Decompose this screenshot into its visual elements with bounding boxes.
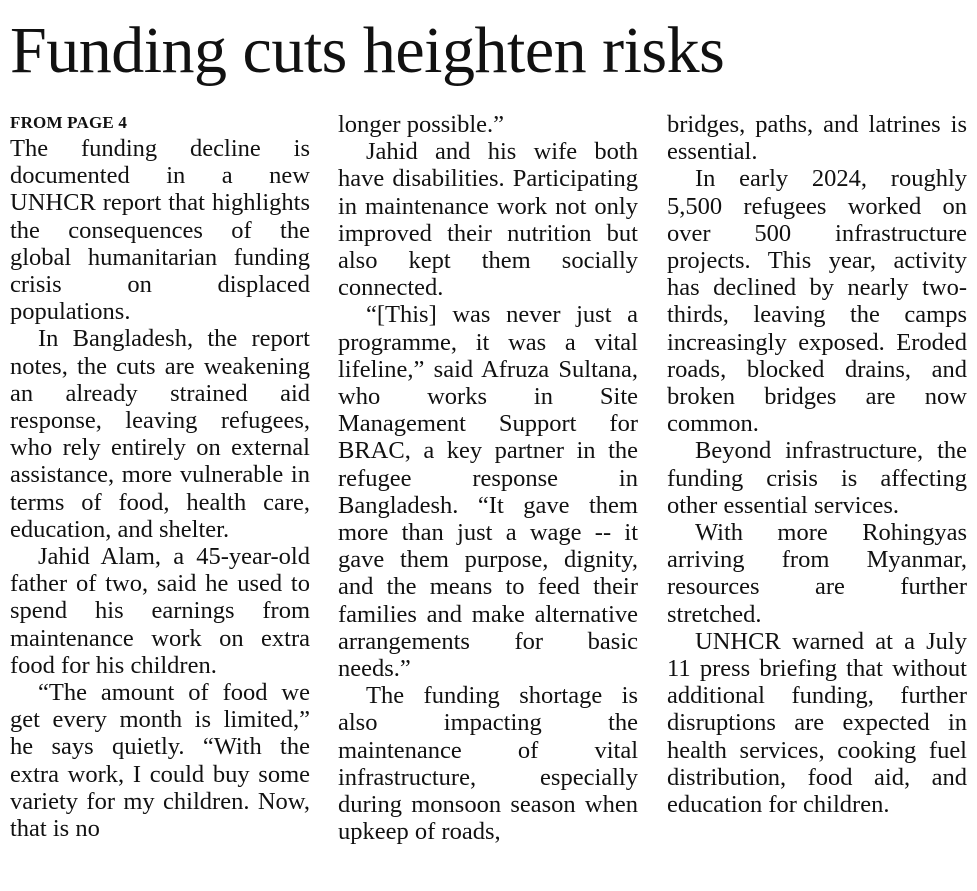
paragraph: The funding shortage is also impacting the maintenance of vital infrastructure, especially during monsoon season when upkeep of roads, <box>338 682 638 846</box>
paragraph: “The amount of food we get every month is limited,” he says quietly. “With the extra work, I could buy some variety for my children. Now, that is no <box>10 679 310 843</box>
headline: Funding cuts heighten risks <box>10 14 725 87</box>
paragraph: In early 2024, roughly 5,500 refugees worked on over 500 infrastructure projects. This year, activity has declined by nearly two-thirds, leaving the camps increasingly exposed. Eroded roads, blocked drains, and broken bridges are now common. <box>667 165 967 438</box>
paragraph: Jahid and his wife both have disabilities. Participating in maintenance work not only improved their nutrition but also kept them socially connected. <box>338 138 638 302</box>
paragraph: The funding decline is documented in a new UNHCR report that highlights the consequences of the global humanitarian funding crisis on displaced populations. <box>10 135 310 326</box>
continuation-kicker: FROM PAGE 4 <box>10 113 128 132</box>
paragraph: In Bangladesh, the report notes, the cuts are weakening an already strained aid response, leaving refugees, who rely entirely on external assistance, more vulnerable in terms of food, health care, education, and shelter. <box>10 325 310 543</box>
article-column-3 <box>667 111 967 818</box>
paragraph: Jahid Alam, a 45-year-old father of two, said he used to spend his earnings from maintenance work on extra food for his children. <box>10 543 310 679</box>
paragraph: With more Rohingyas arriving from Myanmar, resources are further stretched. <box>667 519 967 628</box>
paragraph: UNHCR warned at a July 11 press briefing that without additional funding, further disruptions are expected in health services, cooking fuel distribution, food aid, and education for children. <box>667 627 967 819</box>
paragraph: longer possible.” <box>338 111 505 138</box>
paragraph: Beyond infrastructure, the funding crisis is affecting other essential services. <box>667 437 967 519</box>
paragraph: “[This] was never just a programme, it was a vital lifeline,” said Afruza Sultana, who works in Site Management Support for BRAC, a key partner in the refugee response in Bangladesh. “It gave them more than just a wage -- it gave them purpose, dignity, and the means to feed their families and make alternative arrangements for basic needs.” <box>338 301 638 683</box>
article-column-2 <box>338 111 638 845</box>
paragraph: bridges, paths, and latrines is essential. <box>667 111 967 166</box>
article-column-1 <box>10 111 310 842</box>
